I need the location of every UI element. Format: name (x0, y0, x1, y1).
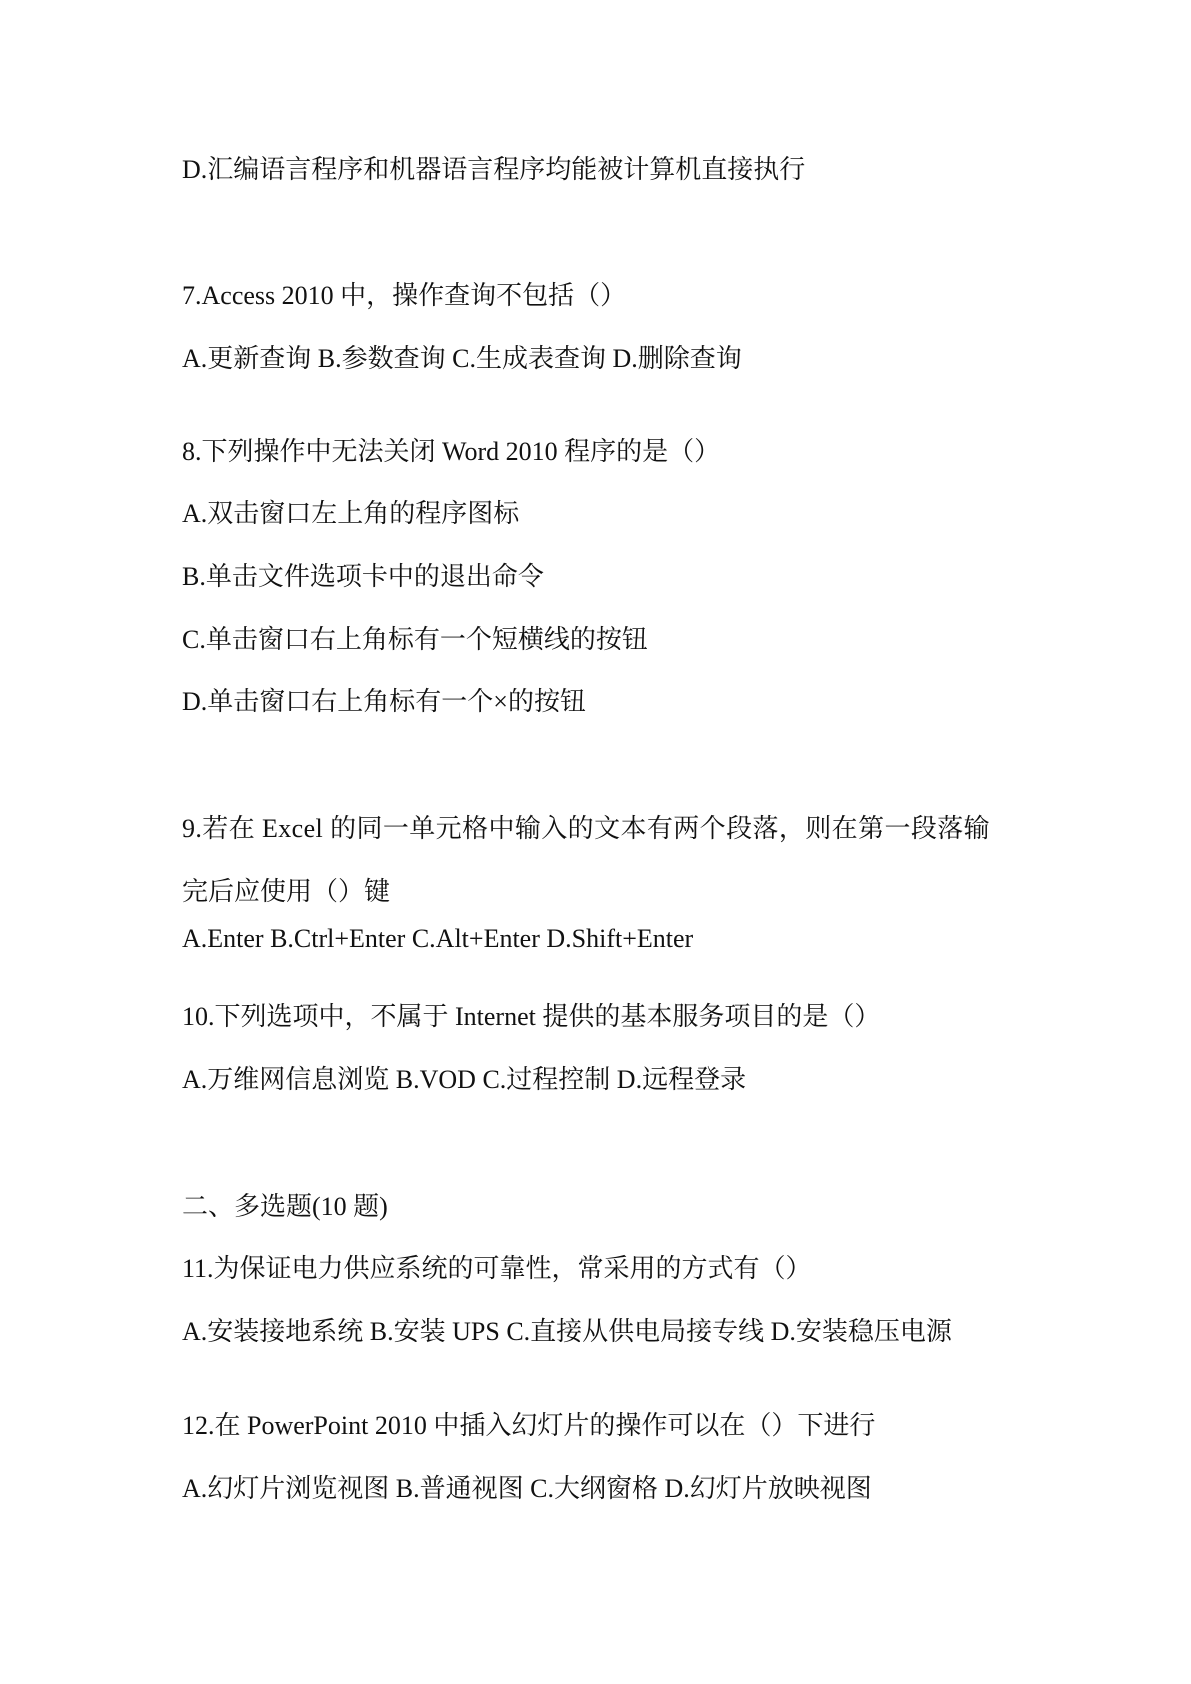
q7-options: A.更新查询 B.参数查询 C.生成表查询 D.删除查询 (182, 344, 742, 373)
q8-option-a: A.双击窗口左上角的程序图标 (182, 499, 520, 528)
q10-question: 10.下列选项中，不属于 Internet 提供的基本服务项目的是（） (182, 1002, 881, 1031)
q12-question: 12.在 PowerPoint 2010 中插入幻灯片的操作可以在（）下进行 (182, 1411, 876, 1440)
q8-option-d: D.单击窗口右上角标有一个×的按钮 (182, 687, 586, 716)
q9-question-line2: 完后应使用（）键 (182, 877, 391, 906)
section-heading-multiple-choice: 二、多选题(10 题) (182, 1192, 388, 1221)
q10-options: A.万维网信息浏览 B.VOD C.过程控制 D.远程登录 (182, 1065, 747, 1094)
q11-options: A.安装接地系统 B.安装 UPS C.直接从供电局接专线 D.安装稳压电源 (182, 1317, 952, 1346)
q6-option-d: D.汇编语言程序和机器语言程序均能被计算机直接执行 (182, 155, 806, 184)
q9-question-line1: 9.若在 Excel 的同一单元格中输入的文本有两个段落，则在第一段落输 (182, 814, 991, 843)
q7-question: 7.Access 2010 中，操作查询不包括（） (182, 281, 627, 310)
q12-options: A.幻灯片浏览视图 B.普通视图 C.大纲窗格 D.幻灯片放映视图 (182, 1474, 872, 1503)
q9-options: A.Enter B.Ctrl+Enter C.Alt+Enter D.Shift+Enter (182, 924, 694, 953)
q11-question: 11.为保证电力供应系统的可靠性，常采用的方式有（） (182, 1254, 812, 1283)
q8-option-b: B.单击文件选项卡中的退出命令 (182, 562, 544, 591)
q8-question: 8.下列操作中无法关闭 Word 2010 程序的是（） (182, 437, 721, 466)
q8-option-c: C.单击窗口右上角标有一个短横线的按钮 (182, 625, 648, 654)
